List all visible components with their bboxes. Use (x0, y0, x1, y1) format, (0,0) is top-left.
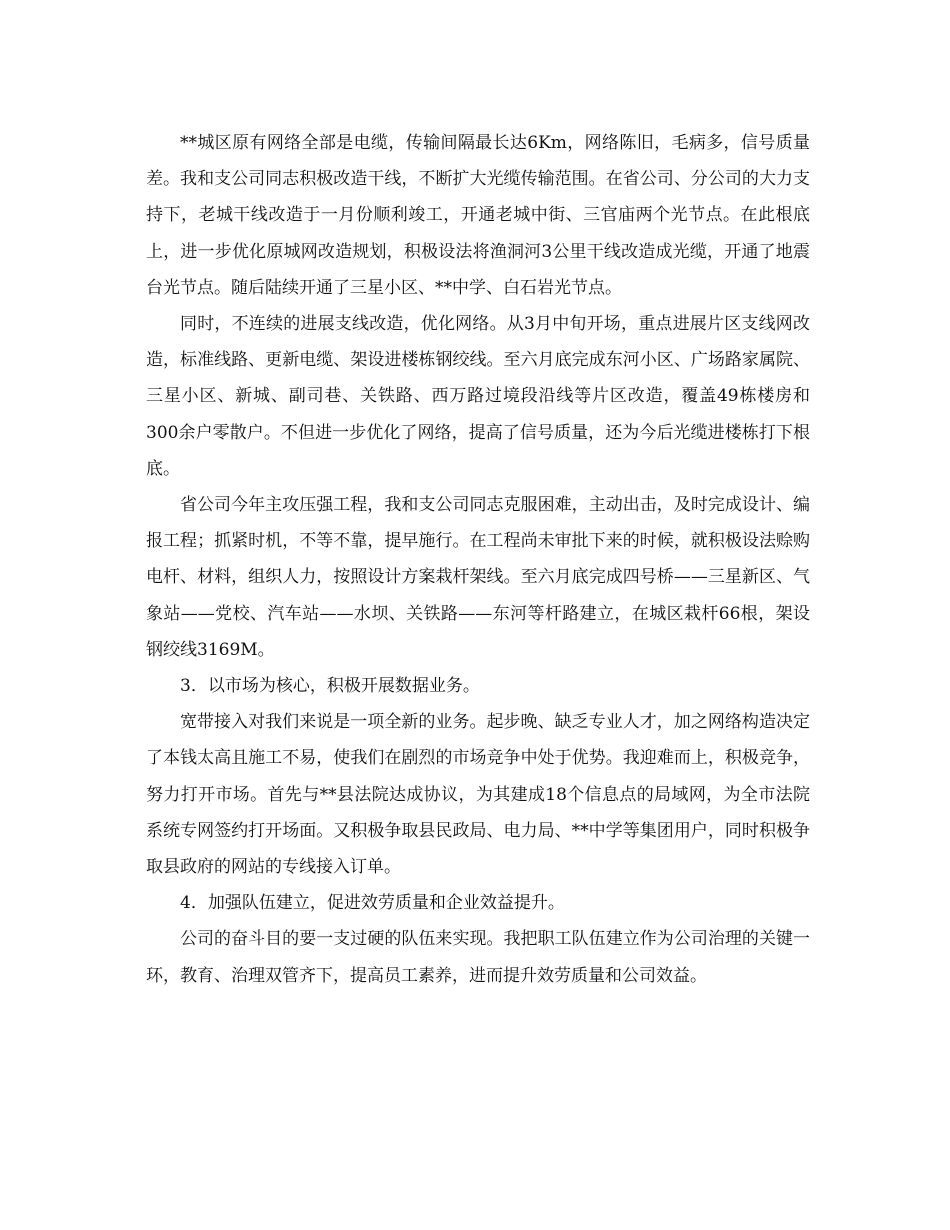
paragraph-broadband: 宽带接入对我们来说是一项全新的业务。起步晚、缺乏专业人才，加之网络构造决定了本钱太高且施工不易，使我们在剧烈的市场竞争中处于优势。我迎难而上，积极竞争，努力打开市场。首先与**县法院达成协议，为其建成18个信息点的局域网，为全市法院系统专网签约打开场面。又积极争取县民政局、电力局、**中学等集团用户，同时积极争取县政府的网站的专线接入订单。 (146, 712, 810, 878)
paragraph-team-management: 公司的奋斗目的要一支过硬的队伍来实现。我把职工队伍建立作为公司治理的关键一环，教育、治理双管齐下，提高员工素养，进而提升效劳质量和公司效益。 (146, 929, 810, 986)
section-heading-data-business: 3．以市场为核心，积极开展数据业务。 (180, 676, 480, 697)
document-body (146, 125, 810, 994)
paragraph-backbone-upgrade: **城区原有网络全部是电缆，传输间隔最长达6Km，网络陈旧，毛病多，信号质量差。我和支公司同志积极改造干线，不断扩大光缆传输范围。在省公司、分公司的大力支持下，老城干线改造于一月份顺利竣工，开通老城中街、三官庙两个光节点。在此根底上，进一步优化原城网改造规划，积极设法将渔洞河3公里干线改造成光缆，开通了地震台光节点。随后陆续开通了三星小区、**中学、白石岩光节点。 (146, 133, 810, 298)
section-heading-team-building: 4．加强队伍建立，促进效劳质量和企业效益提升。 (180, 893, 565, 914)
paragraph-pressure-project: 省公司今年主攻压强工程，我和支公司同志克服困难，主动出击，及时完成设计、编报工程；抓紧时机，不等不靠，提早施行。在工程尚未审批下来的时候，就积极设法赊购电杆、材料，组织人力，按照设计方案栽杆架线。至六月底完成四号桥——三星新区、气象站——党校、汽车站——水坝、关铁路——东河等杆路建立，在城区栽杆66根，架设钢绞线3169M。 (146, 495, 810, 660)
paragraph-branch-upgrade: 同时，不连续的进展支线改造，优化网络。从3月中旬开场，重点进展片区支线网改造，标准线路、更新电缆、架设进楼栋钢绞线。至六月底完成东河小区、广场路家属院、三星小区、新城、副司巷、关铁路、西万路过境段沿线等片区改造，覆盖49栋楼房和300余户零散户。不但进一步优化了网络，提高了信号质量，还为今后光缆进楼栋打下根底。 (146, 314, 810, 479)
